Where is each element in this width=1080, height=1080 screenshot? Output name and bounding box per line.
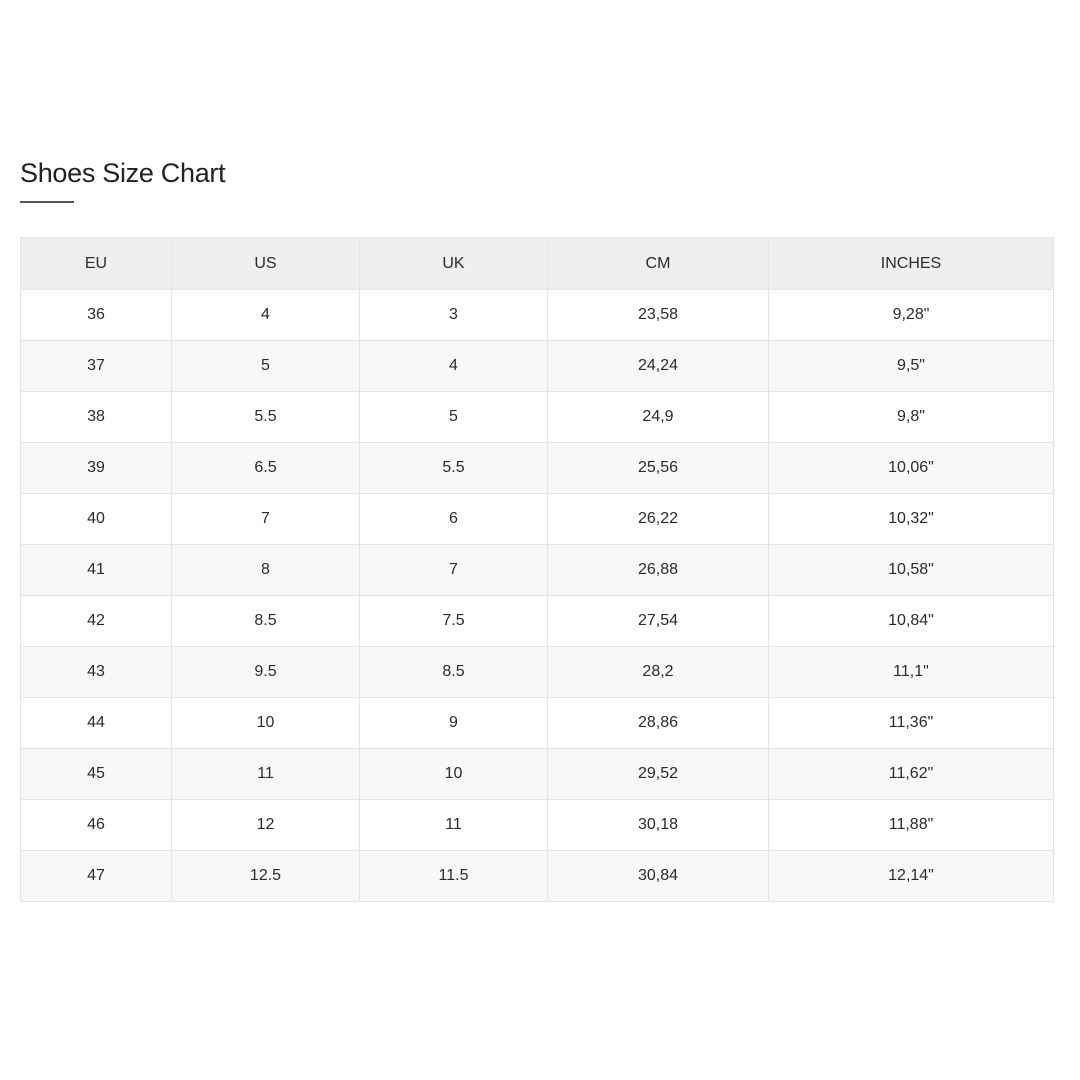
cell-us: 12.5 <box>172 851 360 902</box>
cell-eu: 41 <box>21 545 172 596</box>
cell-inches: 9,5" <box>769 341 1054 392</box>
table-row <box>21 698 1054 749</box>
cell-us: 8 <box>172 545 360 596</box>
cell-cm: 30,18 <box>548 800 769 851</box>
cell-us: 9.5 <box>172 647 360 698</box>
title-underline-divider <box>20 201 74 203</box>
cell-cm: 30,84 <box>548 851 769 902</box>
cell-cm: 26,88 <box>548 545 769 596</box>
cell-eu: 40 <box>21 494 172 545</box>
cell-us: 10 <box>172 698 360 749</box>
cell-uk: 9 <box>360 698 548 749</box>
cell-cm: 29,52 <box>548 749 769 800</box>
page-title: Shoes Size Chart <box>20 158 226 188</box>
cell-uk: 11 <box>360 800 548 851</box>
cell-eu: 47 <box>21 851 172 902</box>
cell-cm: 28,2 <box>548 647 769 698</box>
cell-cm: 24,24 <box>548 341 769 392</box>
table-row <box>21 341 1054 392</box>
column-header-uk: UK <box>360 238 548 290</box>
cell-cm: 25,56 <box>548 443 769 494</box>
cell-cm: 23,58 <box>548 290 769 341</box>
cell-uk: 5 <box>360 392 548 443</box>
cell-eu: 38 <box>21 392 172 443</box>
column-header-inches: INCHES <box>769 238 1054 290</box>
table-row <box>21 647 1054 698</box>
table-row <box>21 800 1054 851</box>
cell-eu: 39 <box>21 443 172 494</box>
table-row <box>21 392 1054 443</box>
table-row <box>21 545 1054 596</box>
cell-uk: 11.5 <box>360 851 548 902</box>
column-header-cm: CM <box>548 238 769 290</box>
cell-inches: 10,58" <box>769 545 1054 596</box>
table-row <box>21 494 1054 545</box>
table-row <box>21 596 1054 647</box>
cell-uk: 3 <box>360 290 548 341</box>
column-header-us: US <box>172 238 360 290</box>
table-row <box>21 290 1054 341</box>
cell-uk: 5.5 <box>360 443 548 494</box>
cell-us: 6.5 <box>172 443 360 494</box>
table-row <box>21 851 1054 902</box>
cell-inches: 10,32" <box>769 494 1054 545</box>
cell-cm: 24,9 <box>548 392 769 443</box>
cell-uk: 8.5 <box>360 647 548 698</box>
cell-inches: 10,84" <box>769 596 1054 647</box>
cell-inches: 11,88" <box>769 800 1054 851</box>
table-row <box>21 443 1054 494</box>
cell-uk: 7 <box>360 545 548 596</box>
cell-inches: 9,8" <box>769 392 1054 443</box>
cell-eu: 46 <box>21 800 172 851</box>
cell-inches: 10,06" <box>769 443 1054 494</box>
cell-inches: 12,14" <box>769 851 1054 902</box>
cell-us: 8.5 <box>172 596 360 647</box>
cell-us: 12 <box>172 800 360 851</box>
cell-cm: 27,54 <box>548 596 769 647</box>
cell-inches: 11,1" <box>769 647 1054 698</box>
cell-eu: 36 <box>21 290 172 341</box>
cell-uk: 4 <box>360 341 548 392</box>
table-header-row <box>21 238 1054 290</box>
cell-us: 11 <box>172 749 360 800</box>
cell-cm: 28,86 <box>548 698 769 749</box>
cell-inches: 11,62" <box>769 749 1054 800</box>
cell-uk: 7.5 <box>360 596 548 647</box>
cell-eu: 43 <box>21 647 172 698</box>
cell-uk: 10 <box>360 749 548 800</box>
cell-cm: 26,22 <box>548 494 769 545</box>
cell-eu: 45 <box>21 749 172 800</box>
cell-us: 7 <box>172 494 360 545</box>
cell-eu: 42 <box>21 596 172 647</box>
cell-us: 5 <box>172 341 360 392</box>
table-row <box>21 749 1054 800</box>
size-chart-table <box>20 237 1054 902</box>
cell-eu: 44 <box>21 698 172 749</box>
cell-eu: 37 <box>21 341 172 392</box>
cell-inches: 9,28" <box>769 290 1054 341</box>
cell-uk: 6 <box>360 494 548 545</box>
cell-us: 5.5 <box>172 392 360 443</box>
cell-us: 4 <box>172 290 360 341</box>
cell-inches: 11,36" <box>769 698 1054 749</box>
column-header-eu: EU <box>21 238 172 290</box>
